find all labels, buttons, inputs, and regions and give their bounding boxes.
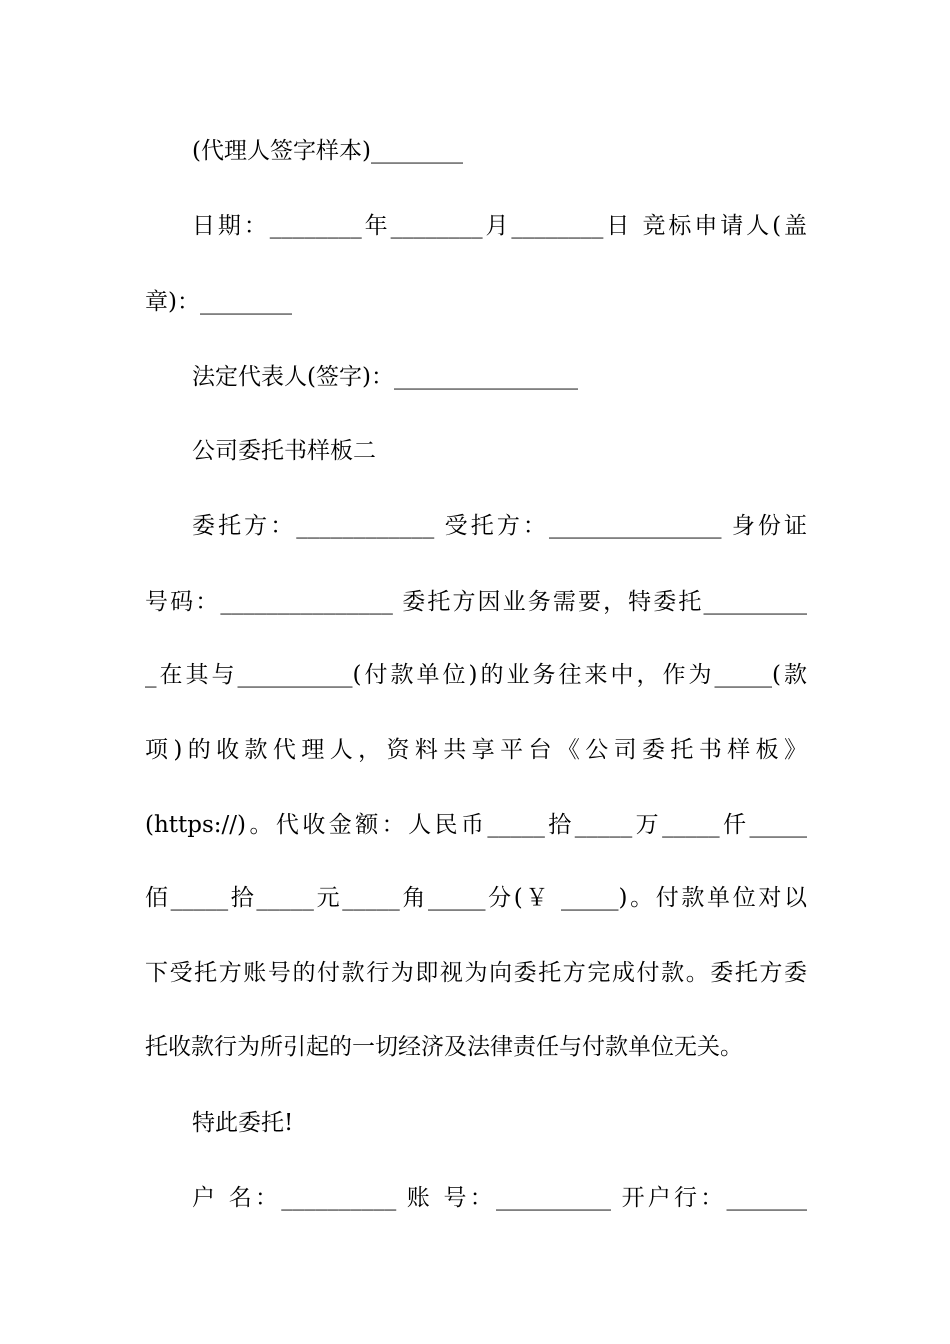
date-applicant-line: 日期：________年________月________日 竞标申请人(盖 [192, 213, 807, 239]
section-heading: 公司委托书样板二 [192, 438, 376, 464]
seal-line: 章)：________ [145, 289, 292, 315]
business-dealings-line: _在其与__________(付款单位)的业务往来中，作为_____(款 [145, 662, 807, 688]
principal-agent-line: 委托方：____________ 受托方：_______________ 身份证 [192, 513, 807, 539]
amount-detail-line: 佰_____拾_____元_____角_____分(￥ _____)。付款单位对以 [145, 885, 807, 911]
payment-effect-line: 下受托方账号的付款行为即视为向委托方完成付款。委托方委 [145, 960, 807, 986]
amount-line: (https://)。代收金额：人民币_____拾_____万_____仟_____ [145, 812, 807, 838]
liability-line: 托收款行为所引起的一切经济及法律责任与付款单位无关。 [145, 1034, 743, 1060]
legal-representative-line: 法定代表人(签字)：________________ [192, 364, 578, 390]
collection-agent-line: 项)的收款代理人，资料共享平台《公司委托书样板》 [145, 737, 807, 763]
id-number-line: 号码：_______________ 委托方因业务需要，特委托_________ [145, 589, 807, 615]
closing-line: 特此委托! [192, 1110, 294, 1136]
agent-signature-sample-line: (代理人签字样本)________ [192, 138, 463, 164]
account-info-line: 户 名：__________ 账 号：__________ 开户行：_______ [192, 1185, 807, 1211]
